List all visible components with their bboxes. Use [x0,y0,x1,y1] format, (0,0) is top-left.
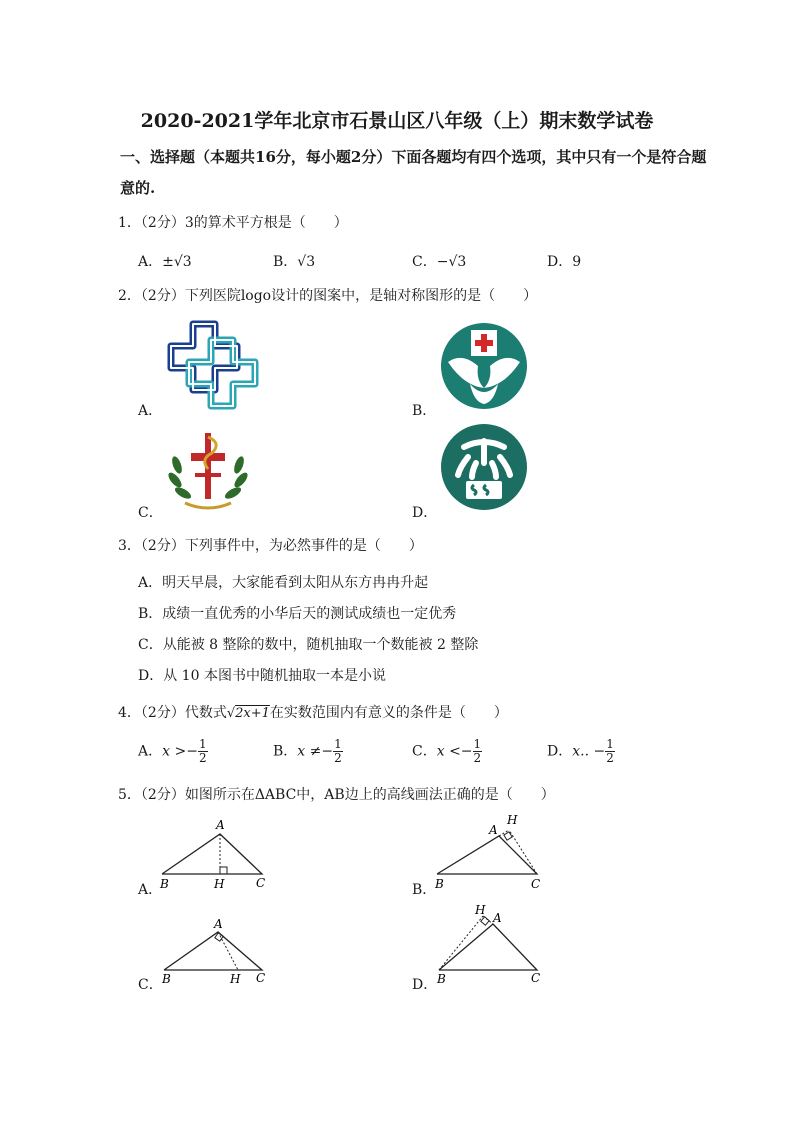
triangle-figure-b [425,812,555,894]
q2-label-b: B． [412,403,437,419]
q5-label-d: D． [412,977,438,993]
hospital-logo-a-icon [163,318,263,413]
q4-option-b-denominator: 2 [334,751,342,765]
q3-option-a: A．明天早晨，大家能看到太阳从东方冉冉升起 [138,575,429,591]
q3-option-c: C．从能被 8 整除的数中，随机抽取一个数能被 2 整除 [138,637,479,653]
hospital-logo-b-icon [440,322,528,410]
point-label-b: B [435,877,444,891]
q4-stem-suffix: 在实数范围内有意义的条件是（ ） [269,705,508,721]
question-5-stem: 5．（2分）如图所示在ΔABC中，AB边上的高线画法正确的是（ ） [118,787,555,803]
q1-option-d: D．9 [547,254,582,270]
q1-option-a: A．±√3 [138,254,192,270]
q4-option-d-fraction [605,738,615,765]
point-label-c: C [531,971,541,985]
point-label-h: H [230,972,241,986]
point-label-a: A [214,917,223,931]
question-2-stem: 2．（2分）下列医院logo设计的图案中，是轴对称图形的是（ ） [118,288,538,304]
q4-option-a-numerator: 1 [198,737,207,751]
q4-option-c-relation: x <− [436,743,473,760]
q4-option-d-label: D． [547,743,573,760]
triangle-figure-c [150,912,280,990]
hospital-logo-c-icon [163,425,253,515]
q4-option-a-label: A． [138,743,163,760]
q4-option-b-label: B． [273,743,298,760]
page-title: 2020-2021学年北京市石景山区八年级（上）期末数学试卷 [140,110,654,132]
q5-label-b: B． [412,882,437,898]
q4-option-c-numerator: 1 [473,737,482,751]
q4-option-c [412,738,482,765]
question-1-stem: 1．（2分）3的算术平方根是（ ） [118,215,348,231]
q4-option-d-numerator: 1 [606,737,614,751]
point-label-a: A [216,818,225,832]
sqrt-sign-icon: √ [226,706,236,721]
section-heading-line2: 意的. [120,179,156,197]
point-label-c: C [256,971,266,985]
point-label-b: B [437,972,446,986]
q4-option-b-relation: x ≠− [297,743,334,760]
q4-option-b [273,738,343,765]
point-label-h: H [507,813,518,827]
point-label-a: A [493,911,502,925]
point-label-a: A [489,823,498,837]
q4-option-b-numerator: 1 [334,737,342,751]
q2-label-a: A． [138,403,163,419]
q4-stem-prefix: 4．（2分）代数式 [118,705,227,721]
point-label-h: H [475,903,486,917]
q4-option-a-relation: x >− [162,743,198,760]
q4-option-a-denominator: 2 [198,751,207,765]
triangle-figure-d [425,900,555,990]
q4-radicand: 2x+1 [235,706,270,721]
q1-option-b: B．√3 [273,254,316,270]
q4-option-d-relation: x.. − [572,743,606,760]
point-label-b: B [162,972,171,986]
q4-option-d-denominator: 2 [606,751,614,765]
point-label-b: B [160,877,169,891]
question-4-stem [118,702,508,722]
q4-option-c-label: C． [412,743,437,760]
q1-option-c: C．−√3 [412,254,467,270]
q3-option-d: D．从 10 本图书中随机抽取一本是小说 [138,668,386,684]
q4-option-c-denominator: 2 [473,751,482,765]
q4-option-d [547,738,615,765]
hospital-logo-d-icon [440,423,528,511]
q4-option-c-fraction [473,738,483,765]
triangle-figure-a [150,816,280,894]
q5-label-c: C． [138,977,163,993]
point-label-c: C [531,877,541,891]
section-heading-line1: 一、选择题（本题共16分，每小题2分）下面各题均有四个选项，其中只有一个是符合题 [120,148,707,166]
q4-option-a [138,738,208,765]
point-label-c: C [256,876,266,890]
q2-label-c: C． [138,505,163,521]
question-3-stem: 3．（2分）下列事件中，为必然事件的是（ ） [118,538,423,554]
q4-option-a-fraction [198,738,208,765]
q3-option-b: B．成绩一直优秀的小华后天的测试成绩也一定优秀 [138,606,457,622]
q2-label-d: D． [412,505,438,521]
point-label-h: H [214,877,225,891]
q4-option-b-fraction [333,738,343,765]
q5-label-a: A． [138,882,163,898]
